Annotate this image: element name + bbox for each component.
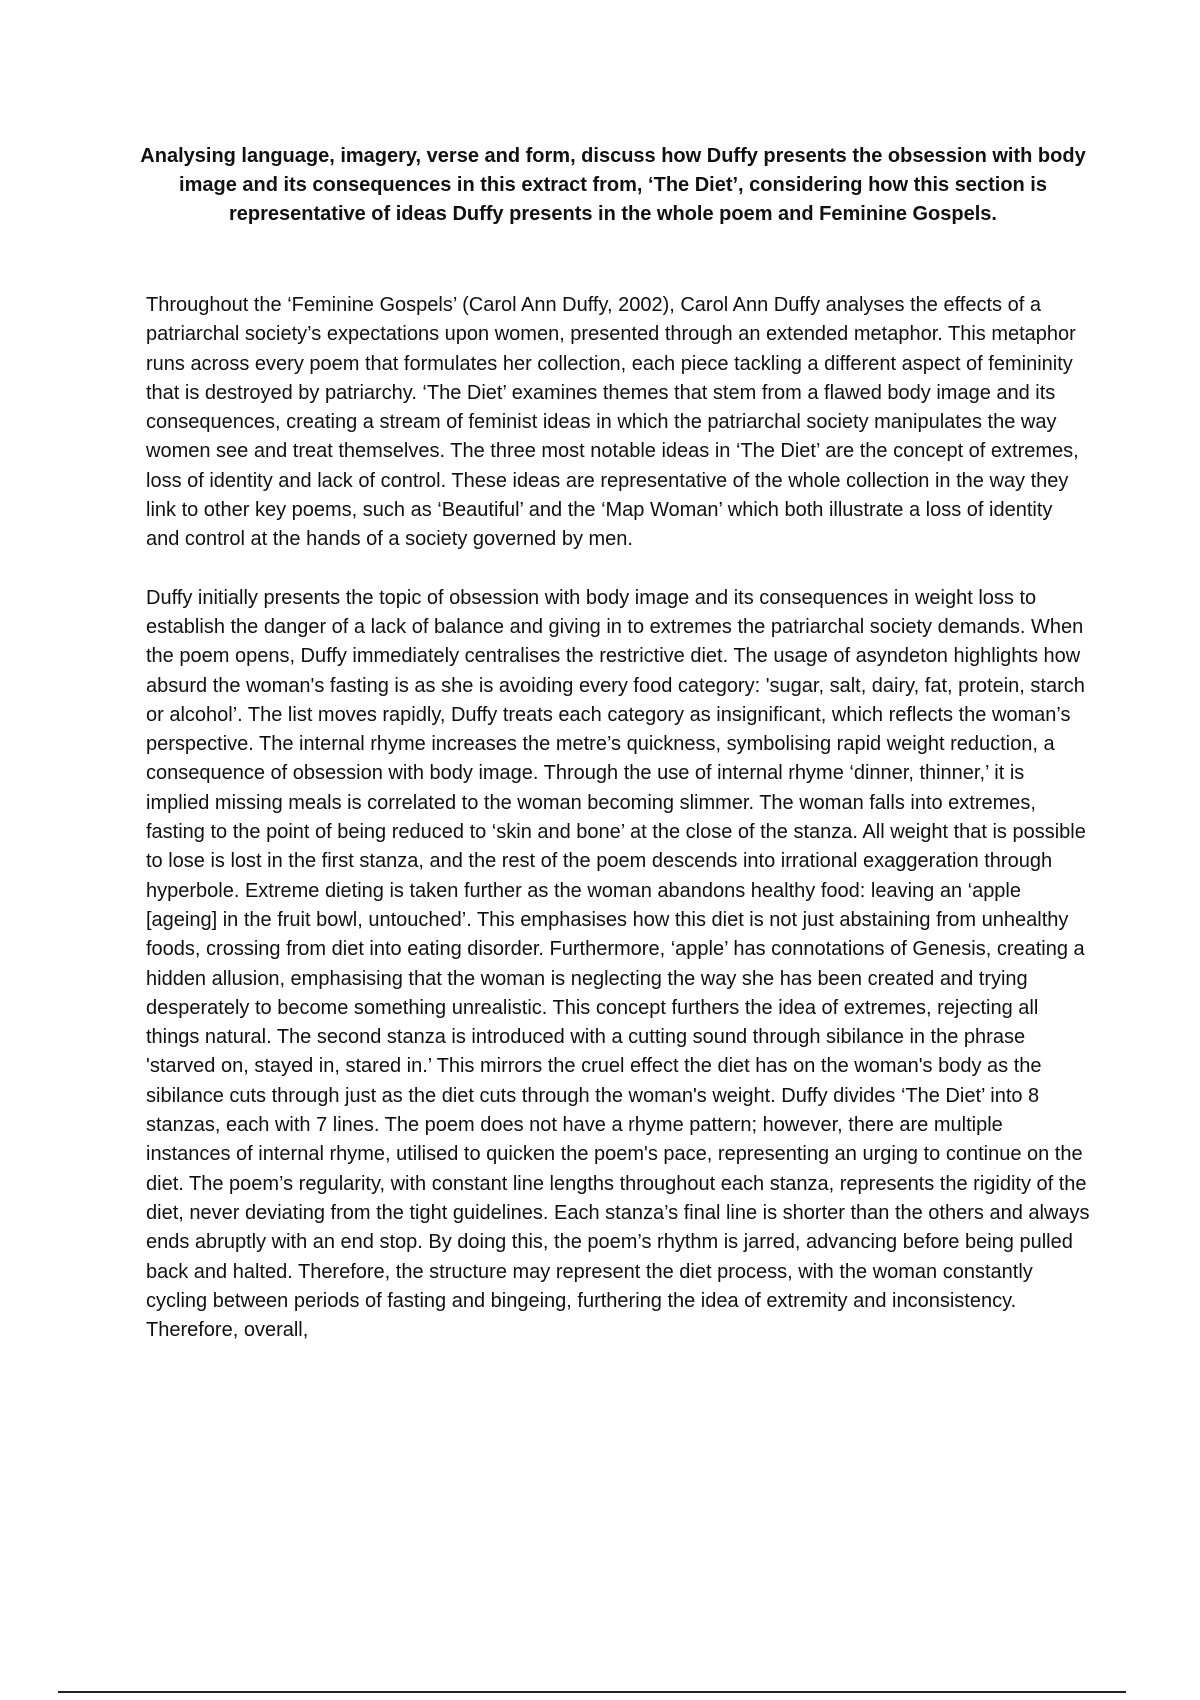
paragraph-analysis: Duffy initially presents the topic of obsession with body image and its consequences in weight loss to establish the danger of a lack of balance and giving in to extremes the patriarchal society demands. When the poem opens, Duffy immediately centralises the restrictive diet. The usage of asyndeton highlights how absurd the woman's fasting is as she is avoiding every food category: 'sugar, salt, dairy, fat, protein, starch or alcohol’. The list moves rapidly, Duffy treats each category as insignificant, which reflects the woman’s perspective. The internal rhyme increases the metre’s quickness, symbolising rapid weight reduction, a consequence of obsession with body image. Through the use of internal rhyme ‘dinner, thinner,’ it is implied missing meals is correlated to the woman becoming slimmer. The woman falls into extremes, fasting to the point of being reduced to ‘skin and bone’ at the close of the stanza. All weight that is possible to lose is lost in the first stanza, and the rest of the poem descends into irrational exaggeration through hyperbole. Extreme dieting is taken further as the woman abandons healthy food: leaving an ‘apple [ageing] in the fruit bowl, untouched’. This emphasises how this diet is not just abstaining from unhealthy foods, crossing from diet into eating disorder. Furthermore, ‘apple’ has connotations of Genesis, creating a hidden allusion, emphasising that the woman is neglecting the way she has been created and trying desperately to become something unrealistic. This concept furthers the idea of extremes, rejecting all things natural. The second stanza is introduced with a cutting sound through sibilance in the phrase 'starved on, stayed in, stared in.’ This mirrors the cruel effect the diet has on the woman's body as the sibilance cuts through just as the diet cuts through the woman's weight. Duffy divides ‘The Diet’ into 8 stanzas, each with 7 lines. The poem does not have a rhyme pattern; however, there are multiple instances of internal rhyme, utilised to quicken the poem's pace, representing an urging to continue on the diet. The poem’s regularity, with constant line lengths throughout each stanza, represents the rigidity of the diet, never deviating from the tight guidelines. Each stanza’s final line is shorter than the others and always ends abruptly with an end stop. By doing this, the poem’s rhythm is jarred, advancing before being pulled back and halted. Therefore, the structure may represent the diet process, with the woman constantly cycling between periods of fasting and bingeing, furthering the idea of extremity and inconsistency. Therefore, overall, (146, 586, 1090, 1342)
essay-question-heading: Analysing language, imagery, verse and form, discuss how Duffy presents the obsession with body image and its consequences in this extract from, ‘The Diet’, considering how this section is representative of ideas Duffy presents in the whole poem and Feminine Gospels. (140, 145, 1086, 225)
paragraph-introduction: Throughout the ‘Feminine Gospels’ (Carol Ann Duffy, 2002), Carol Ann Duffy analyses the effects of a patriarchal society’s expectations upon women, presented through an extended metaphor. This metaphor runs across every poem that formulates her collection, each piece tackling a different aspect of femininity that is destroyed by patriarchy. ‘The Diet’ examines themes that stem from a flawed body image and its consequences, creating a stream of feminist ideas in which the patriarchal society manipulates the way women see and treat themselves. The three most notable ideas in ‘The Diet’ are the concept of extremes, loss of identity and lack of control. These ideas are representative of the whole collection in the way they link to other key poems, such as ‘Beautiful’ and the ‘Map Woman’ which both illustrate a loss of identity and control at the hands of a society governed by men. (146, 294, 1079, 551)
essay-body (146, 291, 1091, 1374)
page-bottom-divider (58, 1691, 1126, 1693)
